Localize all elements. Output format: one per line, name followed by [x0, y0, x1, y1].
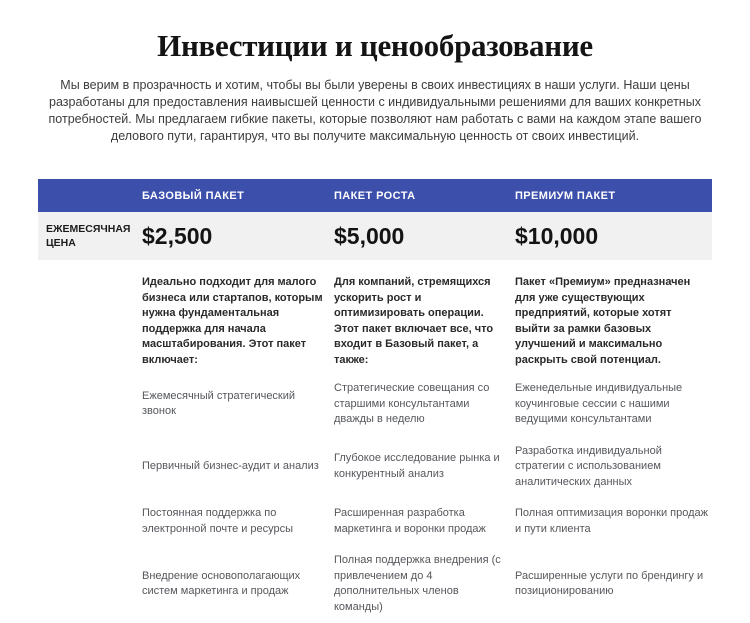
description-premium: Пакет «Премиум» предназначен для уже существующих предприятий, которые хотят выйти за рамки базовых улучшений и максимально раскрыть свой потенциал.: [515, 276, 691, 366]
feature-premium-1: Еженедельные индивидуальные коучинговые сессии с нашими ведущими консультантами: [515, 382, 683, 425]
table-header-row: [38, 179, 712, 212]
page-title: Инвестиции и ценообразование: [157, 28, 593, 63]
feature-growth-1: Стратегические совещания со старшими консультантами дважды в неделю: [334, 382, 490, 425]
feature-basic-3: Постоянная поддержка по электронной почте и ресурсы: [142, 507, 294, 535]
description-row: [38, 260, 712, 373]
feature-growth-4: Полная поддержка внедрения (с привлечением до 4 дополнительных членов команды): [334, 554, 501, 613]
feature-row-3: [38, 498, 712, 545]
feature-premium-4: Расширенные услуги по брендингу и позиционированию: [515, 569, 704, 597]
feature-row-2: [38, 436, 712, 499]
price-growth: $5,000: [334, 222, 405, 249]
column-header-growth: ПАКЕТ РОСТА: [334, 189, 416, 202]
description-basic: Идеально подходит для малого бизнеса или стартапов, которым нужна фундаментальная поддержка для начала масштабирования. Этот пакет включает:: [142, 276, 323, 366]
price-premium: $10,000: [515, 222, 599, 249]
price-basic: $2,500: [142, 222, 213, 249]
column-header-basic: БАЗОВЫЙ ПАКЕТ: [142, 189, 245, 202]
feature-row-4: [38, 545, 712, 623]
intro-paragraph: Мы верим в прозрачность и хотим, чтобы вы были уверены в своих инвестициях в наши услуги. Наши цены разработаны для предоставления наивысшей ценности с индивидуальными решениями для ваших конкретных потребностей. Мы предлагаем гибкие пакеты, которые позволяют нам работать с вами на каждом этапе вашего делового пути, гарантируя, что вы получите максимальную ценность от своих инвестиций.: [48, 78, 702, 143]
feature-premium-2: Разработка индивидуальной стратегии с использованием аналитических данных: [515, 444, 662, 488]
feature-row-1: [38, 373, 712, 436]
price-row-label: ЕЖЕМЕСЯЧНАЯ ЦЕНА: [46, 223, 131, 249]
feature-premium-3: Полная оптимизация воронки продаж и пути клиента: [515, 507, 708, 535]
feature-basic-1: Ежемесячный стратегический звонок: [142, 389, 296, 418]
description-row-spacer: [38, 275, 142, 368]
description-growth: Для компаний, стремящихся ускорить рост и оптимизировать операции. Этот пакет включает все, что входит в Базовый пакет, а также:: [334, 276, 494, 366]
feature-basic-2: Первичный бизнес-аудит и анализ: [142, 460, 319, 472]
monthly-price-row: [38, 212, 712, 260]
feature-basic-4: Внедрение основополагающих систем маркетинга и продаж: [142, 569, 301, 597]
pricing-table: [38, 179, 712, 623]
feature-growth-2: Глубокое исследование рынка и конкурентный анализ: [334, 452, 500, 480]
column-header-premium: ПРЕМИУМ ПАКЕТ: [515, 189, 616, 202]
feature-growth-3: Расширенная разработка маркетинга и воронки продаж: [334, 507, 486, 535]
